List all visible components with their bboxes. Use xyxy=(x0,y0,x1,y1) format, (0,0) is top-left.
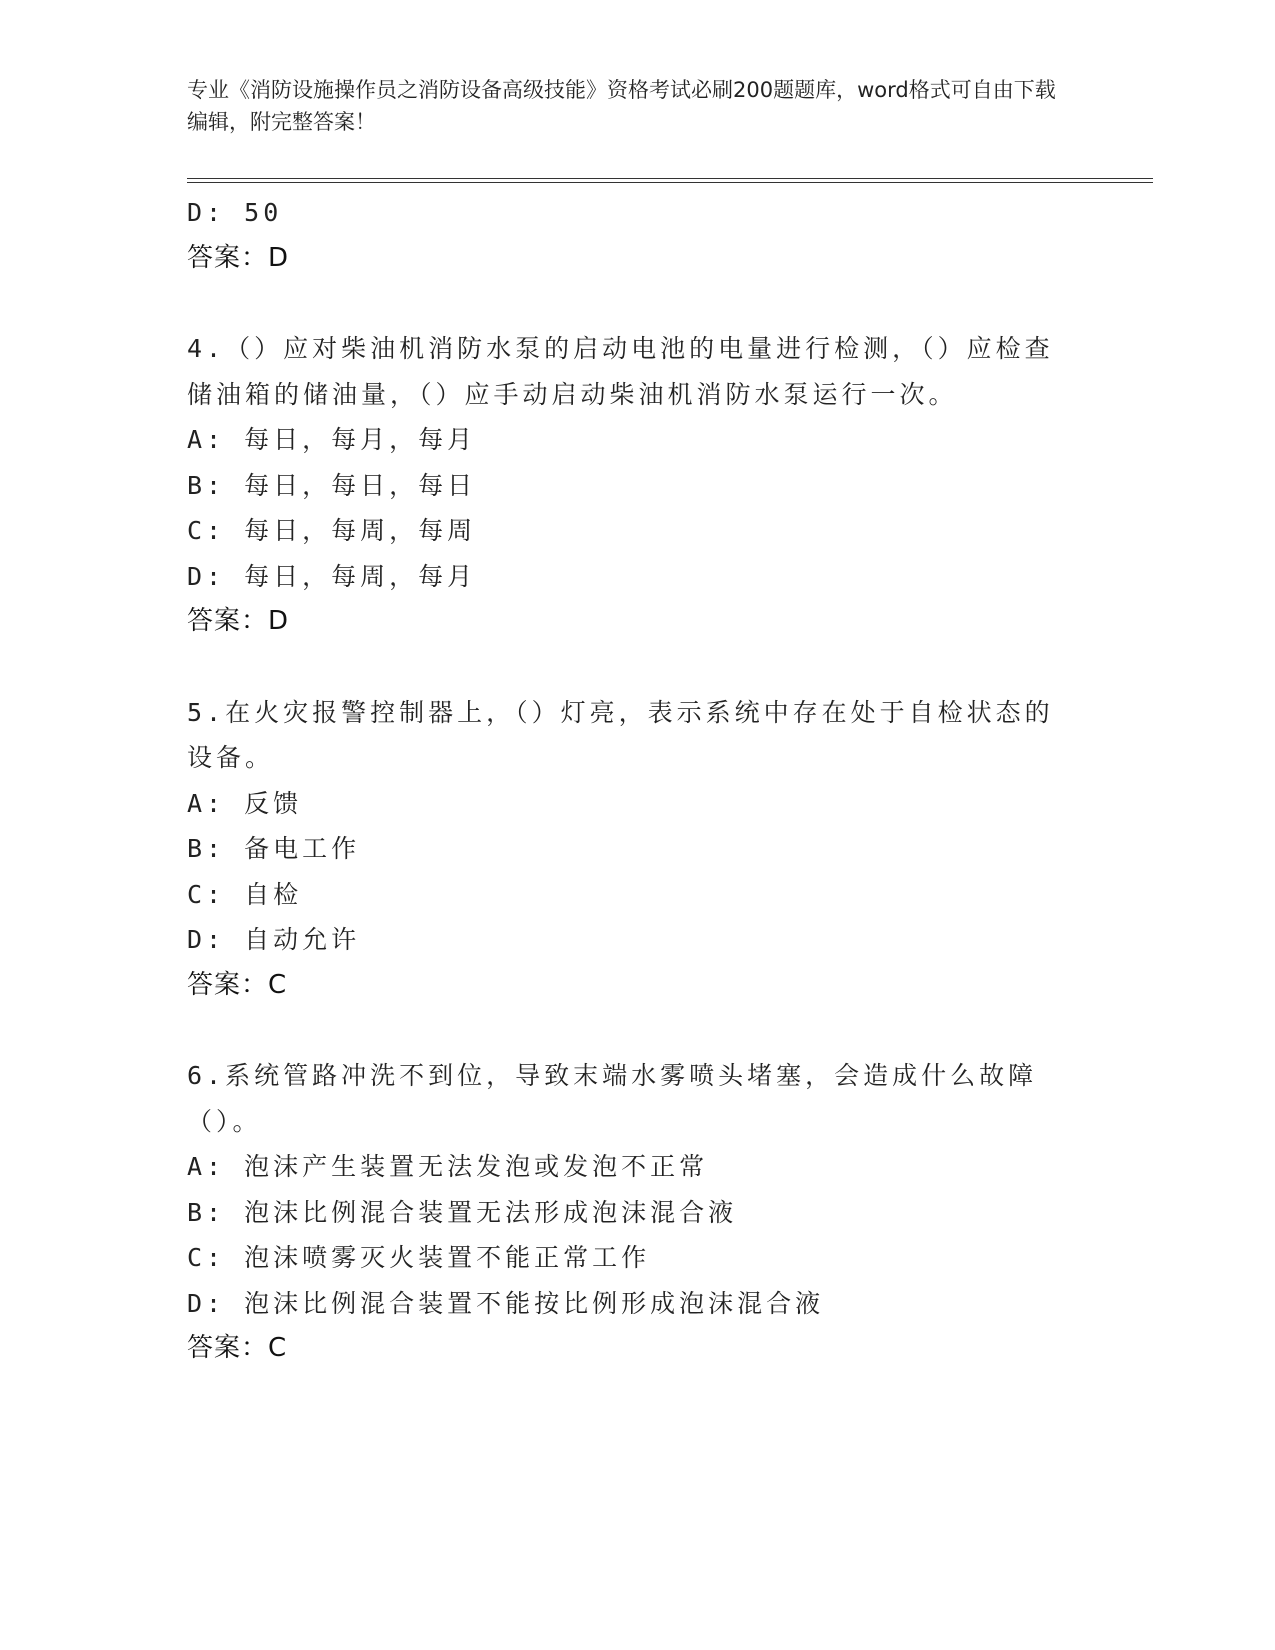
option-a: A: 反馈 xyxy=(187,788,303,818)
question-6 xyxy=(187,1053,1067,1372)
option-b: B: 泡沫比例混合装置无法形成泡沫混合液 xyxy=(187,1197,738,1227)
header-rule-thin xyxy=(187,182,1153,183)
question-stem: 4.（）应对柴油机消防水泵的启动电池的电量进行检测，（）应检查储油箱的储油量，（）应手动启动柴油机消防水泵运行一次。 xyxy=(187,334,1054,409)
option-c: C: 泡沫喷雾灭火装置不能正常工作 xyxy=(187,1243,651,1272)
option-d: D: 泡沫比例混合装置不能按比例形成泡沫混合液 xyxy=(187,1288,825,1318)
header-rule-thick xyxy=(187,178,1153,179)
option-d: D: 自动允许 xyxy=(187,925,361,954)
option-d: D: 50 xyxy=(187,198,283,227)
page-header: 专业《消防设施操作员之消防设备高级技能》资格考试必刷200题题库，word格式可自由下载编辑，附完整答案！ xyxy=(187,78,1056,134)
answer: 答案：C xyxy=(187,1333,288,1363)
question-stem: 6.系统管路冲洗不到位，导致末端水雾喷头堵塞，会造成什么故障（）。 xyxy=(187,1061,1038,1136)
answer: 答案：D xyxy=(187,606,290,636)
question-4 xyxy=(187,326,1067,645)
option-b: B: 每日，每日，每日 xyxy=(187,470,477,500)
option-a: A: 每日，每月，每月 xyxy=(187,425,477,454)
option-a: A: 泡沫产生装置无法发泡或发泡不正常 xyxy=(187,1152,709,1181)
option-d: D: 每日，每周，每月 xyxy=(187,561,477,591)
option-c: C: 自检 xyxy=(187,879,303,909)
document-body xyxy=(187,190,1067,1372)
option-b: B: 备电工作 xyxy=(187,834,361,863)
option-c: C: 每日，每周，每周 xyxy=(187,516,477,545)
previous-question-tail xyxy=(187,190,1067,281)
answer: 答案：D xyxy=(187,242,290,273)
question-stem: 5.在火灾报警控制器上，（）灯亮，表示系统中存在处于自检状态的设备。 xyxy=(187,697,1054,772)
answer: 答案：C xyxy=(187,969,288,1000)
question-5 xyxy=(187,690,1067,1009)
